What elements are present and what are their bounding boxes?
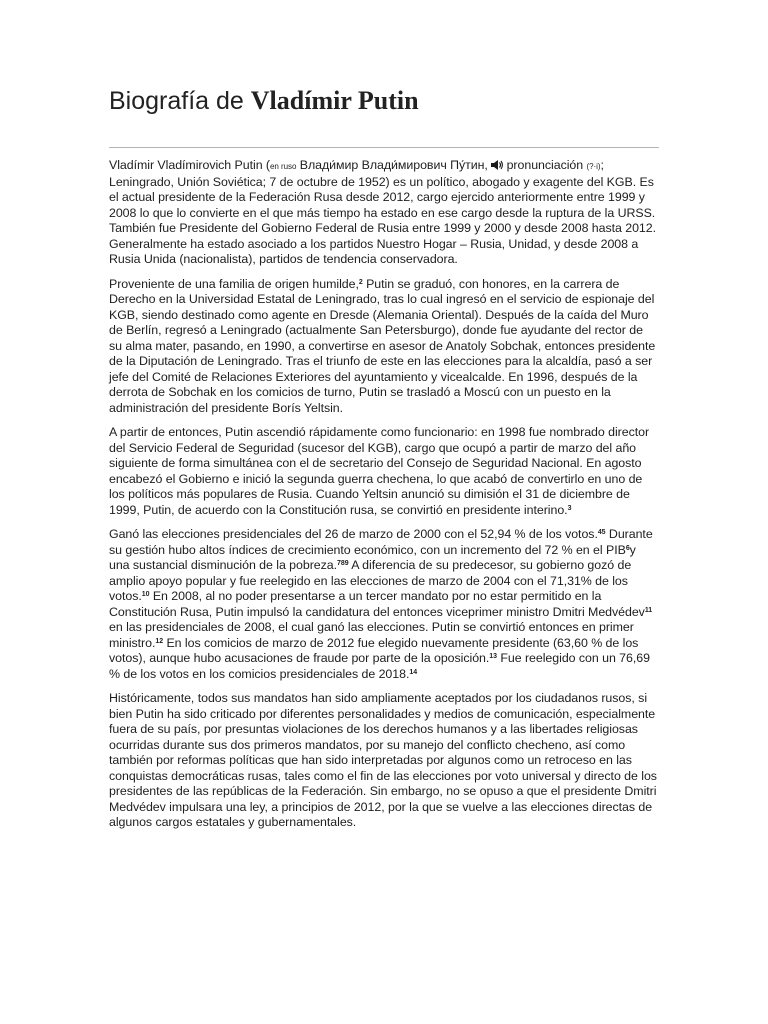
pronunciation-help: (?·i) <box>586 162 601 171</box>
text-segment: A diferencia de su predecesor, su gobierno gozó de amplio apoyo popular y fue reelegido en las elecciones de marzo de 2004 con el 71,31% de los votos. <box>109 558 632 603</box>
pronunciation-label: pronunciación <box>503 158 587 172</box>
text-segment: Durante su gestión hubo altos índices de crecimiento económico, con un incremento del 72 % en el PIB <box>109 527 653 557</box>
paragraph-early-life <box>109 277 659 417</box>
text-segment: En 2008, al no poder presentarse a un tercer mandato por no estar permitido en la Constitución Rusa, Putin impulsó la candidatura del entonces viceprimer ministro Dmitri Medvédev <box>109 589 645 619</box>
russian-name: Влади́мир Влади́мирович Пу́тин, <box>296 158 492 172</box>
document-page <box>109 84 659 840</box>
title-divider <box>109 147 659 148</box>
footnote-ref: 11 <box>644 606 653 614</box>
footnote-ref: 14 <box>409 668 418 676</box>
footnote-ref: 2 <box>358 278 363 286</box>
footnote-ref: 10 <box>141 591 150 598</box>
text-segment: y una sustancial disminución de la pobreza. <box>109 542 636 572</box>
text-segment: ; Leningrado, Unión Soviética; 7 de octubre de 1952) es un político, abogado y exagente del KGB. Es el actual presidente de la Federación Rusa desde 2012, cargo ejercido anteriormente entre 1999 y 2008 lo que lo convierte en el que más tiempo ha estado en ese cargo desde la ruptura de la URSS. También fue Presidente del Gobierno Federal de Rusia entre 1999 y 2000 y desde 2008 hasta 2012. Generalmente ha estado asociado a los partidos Nuestro Hogar – Rusia, Unidad, y desde 2008 a Rusia Unida (nacionalista), partidos de tendencia conservadora. <box>109 158 657 266</box>
text-segment: En los comicios de marzo de 2012 fue elegido nuevamente presidente (63,60 % de los votos), aunque hubo acusaciones de fraude por parte de la oposición. <box>109 635 639 665</box>
language-note: en ruso <box>270 162 297 171</box>
paragraph-intro <box>109 158 659 268</box>
title-prefix: Biografía de <box>109 87 251 115</box>
footnote-ref: 13 <box>489 653 497 660</box>
paragraph-rise <box>109 425 659 518</box>
text-segment: Ganó las elecciones presidenciales del 26 de marzo de 2000 con el 52,94 % de los votos. <box>109 527 598 541</box>
paragraph-presidency <box>109 527 659 682</box>
title-name: Vladímir Putin <box>250 86 419 115</box>
text-segment: Fue reelegido con un 76,69 % de los votos en los comicios presidenciales de 2018. <box>109 651 650 681</box>
text-segment: A partir de entonces, Putin ascendió rápidamente como funcionario: en 1998 fue nombrado director del Servicio Federal de Seguridad (sucesor del KGB), cargo que ocupó a partir de marzo del año siguiente de forma simultánea con el de secretario del Consejo de Seguridad Nacional. En agosto encabezó el Gobierno e inició la segunda guerra chechena, lo que acabó de convertirlo en uno de los políticos más populares de Rusia. Cuando Yeltsin anunció su dimisión el 31 de diciembre de 1999, Putin, de acuerdo con la Constitución rusa, se convirtió en presidente interino. <box>109 425 650 517</box>
footnote-ref: 6 <box>625 544 630 552</box>
text-segment: Históricamente, todos sus mandatos han sido ampliamente aceptados por los ciudadanos rusos, si bien Putin ha sido criticado por diferentes personalidades y medios de comunicación, especialmente fuera de su país, por presuntas violaciones de los derechos humanos y a las libertades religiosas ocurridas durante sus dos primeros mandatos, por su manejo del conflicto checheno, así como también por reformas políticas que han sido interpretadas por algunos como un retroceso en las conquistas democráticas rusas, tales como el fin de las elecciones por voto universal y directo de los presidentes de las repúblicas de la Federación. Sin embargo, no se opuso a que el presidente Dmitri Medvédev impulsara una ley, a principios de 2012, por la que se vuelve a las elecciones directas de algunos cargos estatales y gubernamentales. <box>109 691 657 829</box>
speaker-icon <box>491 159 503 175</box>
footnote-ref: 45 <box>597 529 606 536</box>
paragraph-criticism <box>109 691 659 831</box>
text-segment: en las presidenciales de 2008, el cual ganó las elecciones. Putin se convirtió entonces en primer ministro. <box>109 620 634 650</box>
text-segment: Proveniente de una familia de origen humilde, <box>109 276 359 291</box>
footnote-ref: 789 <box>337 560 349 567</box>
footnote-ref: 3 <box>567 504 572 512</box>
text-segment: Putin se graduó, con honores, en la carrera de Derecho en la Universidad Estatal de Leningrado, tras lo cual ingresó en el servicio de espionaje del KGB, siendo destinado como agente en Dresde (Alemania Oriental). Después de la caída del Muro de Berlín, regresó a Leningrado (actualmente San Petersburgo), donde fue ayudante del rector de su alma mater, pasando, en 1990, a convertirse en asesor de Anatoly Sobchak, entonces presidente de la Diputación de Leningrado. Tras el triunfo de este en las elecciones para la alcaldía, pasó a ser jefe del Comité de Relaciones Exteriores del ayuntamiento y vicealcalde. En 1996, después de la derrota de Sobchak en los comicios de turno, Putin se trasladó a Moscú con un puesto en la administración del presidente Borís Yeltsin. <box>109 276 656 415</box>
footnote-ref: 12 <box>155 637 164 645</box>
page-title <box>109 84 659 118</box>
text-segment: Vladímir Vladímirovich Putin ( <box>109 158 271 172</box>
